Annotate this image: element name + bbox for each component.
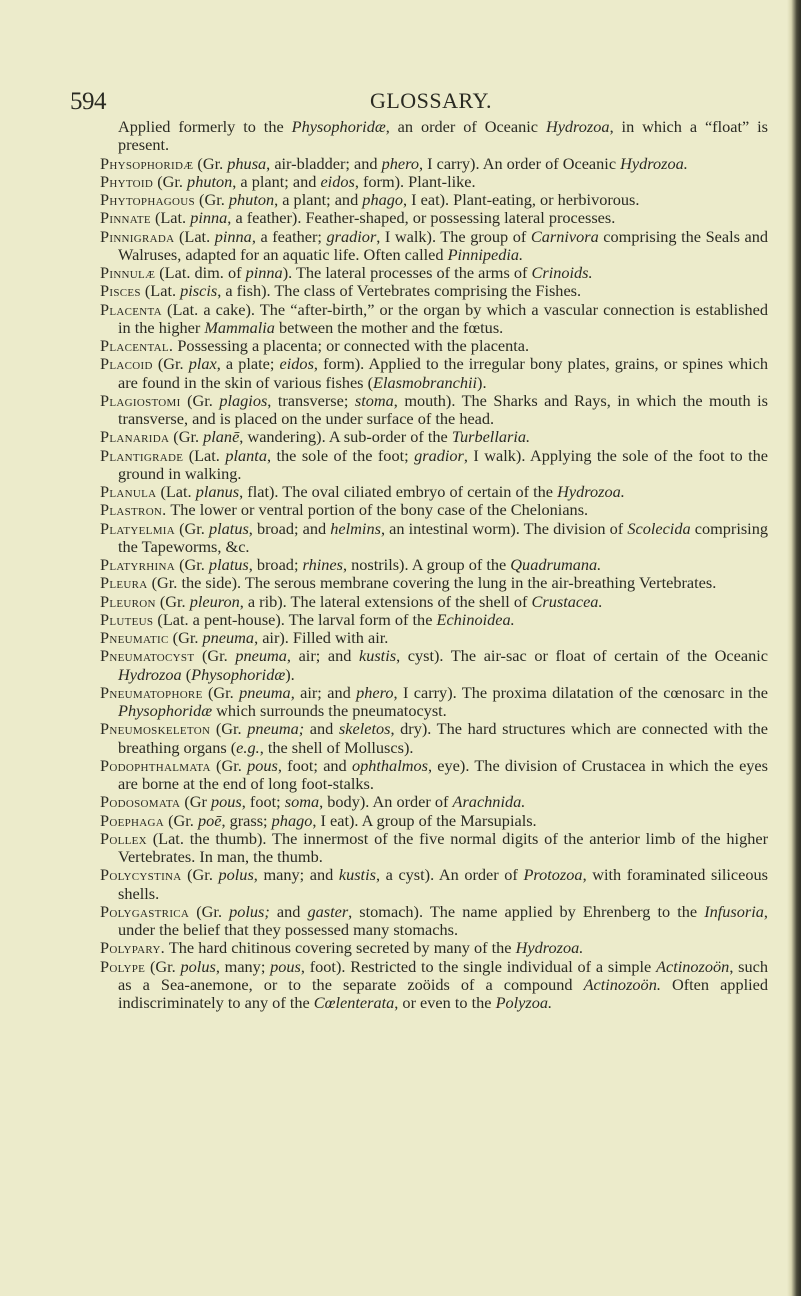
entry-italic-text: phago: [271, 810, 313, 830]
entry-text: (Gr.: [194, 190, 229, 209]
entry-italic-text: Arachnida.: [452, 792, 526, 812]
glossary-entry: [100, 173, 768, 191]
entry-italic-text: pleuron: [189, 591, 240, 611]
entry-text: , under the belief that they possessed many stomachs.: [118, 901, 768, 939]
entry-text: , air-bladder; and: [266, 153, 382, 173]
entry-term: Plastron.: [100, 500, 167, 520]
entry-italic-text: e.g.: [236, 737, 260, 757]
entry-italic-text: pinna: [190, 208, 228, 228]
entry-italic-text: Echinoidea.: [436, 609, 515, 629]
entry-italic-text: Turbellaria.: [451, 427, 531, 447]
entry-text: (Lat. a pent-house). The larval form of the: [153, 609, 437, 629]
entry-text: , with foraminated siliceous shells.: [118, 865, 768, 903]
entry-term: Pollex: [100, 828, 147, 848]
entry-italic-text: phuton: [228, 190, 275, 209]
entry-italic-text: Infusoria: [704, 901, 764, 921]
entry-italic-text: planta: [225, 445, 267, 465]
entry-text: , foot;: [241, 792, 285, 812]
entry-italic-text: Hydrozoa: [545, 117, 610, 136]
entry-text: , broad;: [248, 555, 303, 574]
entry-text: , I carry). The proxima dilatation of the cœnosarc in the: [393, 682, 768, 702]
page-edge-shadow: [787, 0, 801, 1296]
entry-italic-text: planē: [203, 427, 240, 447]
entry-text: (: [181, 664, 192, 684]
entry-text: , the shell of Molluscs).: [259, 737, 414, 757]
entry-term: Polycystina: [100, 865, 182, 885]
entry-text: (Lat. dim. of: [155, 263, 246, 282]
entry-text: (Gr.: [181, 865, 219, 885]
glossary-entry: [100, 118, 768, 155]
entry-text: Possessing a placenta; or connected with the placenta.: [173, 336, 530, 355]
entry-text: (Gr.: [210, 755, 248, 775]
glossary-entry: [100, 155, 768, 173]
entry-text: , a cyst). An order of: [375, 865, 524, 885]
entry-italic-text: Crinoids.: [531, 263, 593, 282]
entry-text: , air; and: [290, 682, 357, 702]
glossary-entry: [100, 483, 768, 501]
entry-italic-text: polus: [218, 865, 254, 885]
glossary-entry: [100, 903, 768, 940]
glossary-entry: [100, 501, 768, 519]
entry-text: , a feather;: [251, 226, 327, 246]
page-number: 594: [70, 88, 106, 115]
entry-italic-text: planus: [195, 482, 240, 501]
entry-italic-text: Actinozoön.: [583, 974, 661, 994]
entry-italic-text: phero: [356, 682, 394, 702]
entry-italic-text: soma: [284, 792, 320, 812]
entry-term: Plantigrade: [100, 445, 184, 465]
entry-italic-text: kustis: [358, 646, 397, 666]
entry-text: , form). Plant-like.: [354, 171, 476, 191]
entry-italic-text: eidos: [320, 171, 355, 191]
entry-term: Placoid: [100, 354, 153, 374]
entry-text: , dry). The hard structures which are connected with the breathing organs (: [118, 719, 768, 757]
entry-text: , I eat). A group of the Marsupials.: [312, 810, 537, 830]
entry-italic-text: poē: [197, 810, 222, 830]
glossary-entry: [100, 447, 768, 484]
entry-text: (Lat.: [156, 482, 196, 501]
entry-italic-text: stoma: [354, 390, 394, 410]
glossary-entry: [100, 428, 768, 446]
entry-term: Platyelmia: [100, 518, 175, 538]
entry-text: comprising the Tapeworms, &c.: [118, 518, 768, 556]
entry-text: , a rib). The lateral extensions of the shell of: [239, 591, 532, 611]
entry-text: , a feather). Feather-shaped, or possessing lateral processes.: [227, 208, 616, 228]
glossary-entry: [100, 392, 768, 429]
glossary-entry: [100, 720, 768, 757]
entry-text: , many;: [215, 956, 271, 976]
entry-italic-text: Polyzoa.: [495, 993, 553, 1012]
entry-term: Polygastrica: [100, 901, 190, 921]
entry-italic-text: Cœlenterata: [313, 993, 395, 1012]
entry-term: Phytophagous: [100, 190, 195, 209]
entry-text: (Gr.: [189, 901, 230, 921]
entry-italic-text: phago: [362, 190, 403, 209]
entry-text: , cyst). The air-sac or float of certain of the Oceanic: [396, 646, 768, 666]
glossary-entry: [100, 647, 768, 684]
entry-text: (Lat. a cake). The “after-birth,” or the organ by which a vascular connection is established in the higher: [118, 299, 768, 337]
entry-text: (Gr.: [152, 354, 189, 374]
entry-italic-text: phuton: [187, 171, 233, 191]
entry-text: ).: [477, 372, 487, 392]
glossary-entry: [100, 574, 768, 592]
entry-text: (Gr: [180, 792, 211, 812]
glossary-entry: [100, 355, 768, 392]
entry-text: Often applied indiscriminately to any of the: [118, 974, 768, 1012]
entry-italic-text: plax: [188, 354, 217, 374]
entry-term: Placenta: [100, 299, 162, 319]
entry-term: Pleura: [100, 573, 148, 593]
entry-italic-text: Pinnipedia.: [447, 244, 524, 264]
entry-text: (Lat.: [183, 445, 226, 465]
entry-text: , I walk). The group of: [376, 226, 531, 246]
entry-term: Physophoridæ: [100, 153, 194, 173]
entry-italic-text: Hydrozoa.: [620, 153, 688, 173]
glossary-entry: [100, 264, 768, 282]
entry-italic-text: polus: [180, 956, 216, 976]
entry-italic-text: gradior: [414, 445, 464, 465]
entry-text: , mouth). The Sharks and Rays, in which the mouth is transverse, and is placed on the under surface of the head.: [118, 390, 769, 428]
glossary-entry: [100, 520, 768, 557]
entry-term: Podophthalmata: [100, 755, 211, 775]
glossary-entry: [100, 593, 768, 611]
entry-italic-text: pous: [270, 956, 301, 976]
entry-text: , a fish). The class of Vertebrates comprising the Fishes.: [217, 281, 582, 301]
entry-italic-text: pous: [247, 755, 278, 775]
entry-text: , I eat). Plant-eating, or herbivorous.: [403, 190, 640, 209]
glossary-entry: [100, 793, 768, 811]
glossary-entry: [100, 301, 768, 338]
entry-text: (Lat.: [140, 281, 181, 301]
entry-text: between the mother and the fœtus.: [274, 317, 504, 337]
entry-text: (Gr.: [210, 719, 248, 739]
entry-italic-text: kustis: [338, 865, 376, 885]
entry-italic-text: pneuma: [235, 646, 287, 666]
entry-italic-text: phusa: [227, 153, 267, 173]
entry-text: , transverse;: [267, 390, 355, 410]
entry-text: , many; and: [253, 865, 339, 885]
entry-italic-text: Hydrozoa.: [515, 938, 584, 958]
entry-term: Pisces: [100, 281, 141, 301]
entry-term: Placental.: [100, 336, 174, 355]
entry-text: (Gr.: [193, 153, 228, 173]
entry-text: , an order of Oceanic: [385, 117, 546, 136]
entry-term: Platyrhina: [100, 555, 175, 574]
glossary-entry: [100, 757, 768, 794]
entry-italic-text: pneuma: [202, 628, 255, 647]
entry-italic-text: platus: [208, 518, 249, 538]
entry-text: , air; and: [286, 646, 359, 666]
entry-text: which surrounds the pneumatocyst.: [212, 701, 447, 720]
entry-italic-text: rhines: [302, 555, 343, 574]
entry-text: , a plant; and: [232, 171, 321, 191]
glossary-entry: [100, 830, 768, 867]
entry-text: ). The lateral processes of the arms of: [282, 263, 532, 282]
glossary-entry: [100, 228, 768, 265]
entry-text: ).: [285, 664, 295, 684]
running-head: GLOSSARY.: [369, 88, 493, 113]
entry-text: (Gr. the side). The serous membrane covering the lung in the air-breathing Vertebrates.: [147, 573, 717, 593]
entry-text: , body). An order of: [319, 792, 453, 812]
entry-text: , flat). The oval ciliated embryo of certain of the: [239, 482, 558, 501]
entry-text: (Gr.: [169, 427, 204, 447]
entry-term: Pneumatocyst: [100, 646, 195, 666]
entry-term: Poephaga: [100, 810, 165, 830]
entry-text: The hard chitinous covering secreted by many of the: [165, 938, 516, 958]
glossary-entry: [100, 337, 768, 355]
entry-text: , a plate;: [216, 354, 280, 374]
entry-italic-text: helmins: [330, 518, 381, 538]
entry-text: , the sole of the foot;: [266, 445, 415, 465]
entry-italic-text: Protozoa: [523, 865, 583, 885]
glossary-entry: [100, 684, 768, 721]
entry-italic-text: Physophoridæ: [291, 117, 386, 136]
entry-term: Planula: [100, 482, 157, 501]
entry-text: , air). Filled with air.: [254, 628, 389, 647]
entry-italic-text: Physophoridæ: [191, 664, 286, 684]
entry-italic-text: Quadrumana.: [510, 555, 602, 574]
entry-italic-text: pinna: [245, 263, 283, 282]
entry-term: Podosomata: [100, 792, 181, 812]
entry-italic-text: pinna: [214, 226, 252, 246]
entry-italic-text: Mammalia: [204, 317, 275, 337]
entry-italic-text: Elasmobranchii: [373, 372, 478, 392]
entry-term: Pneumatophore: [100, 682, 203, 702]
entry-italic-text: plagios: [219, 390, 268, 410]
entry-italic-text: Hydrozoa: [118, 664, 182, 684]
entry-italic-text: Crustacea.: [531, 591, 603, 611]
entry-italic-text: polus;: [229, 901, 270, 921]
glossary-body: [100, 118, 768, 1012]
entry-term: Pinnigrada: [100, 226, 175, 246]
entry-italic-text: gaster: [307, 901, 349, 921]
entry-text: (Gr.: [175, 555, 209, 574]
entry-italic-text: eidos: [279, 354, 314, 374]
entry-text: (Gr.: [194, 646, 236, 666]
entry-text: (Lat.: [150, 208, 191, 228]
entry-text: , such as a Sea-anemone, or to the separate zoöids of a compound: [118, 956, 769, 994]
entry-text: and: [304, 719, 339, 739]
entry-text: (Lat. the thumb). The innermost of the five normal digits of the anterior limb of the higher Vertebrates. In man, the thumb.: [118, 828, 768, 866]
entry-text: , nostrils). A group of the: [342, 555, 511, 574]
entry-italic-text: gradior: [326, 226, 377, 246]
entry-text: , foot). Restricted to the single individual of a simple: [300, 956, 657, 976]
entry-term: Pleuron: [100, 591, 156, 611]
glossary-entry: [100, 556, 768, 574]
glossary-entry: [100, 282, 768, 300]
entry-term: Pneumatic: [100, 628, 169, 647]
entry-text: (Gr.: [180, 390, 220, 410]
entry-text: , in which a “float” is present.: [118, 117, 769, 155]
entry-term: Polype: [100, 956, 146, 976]
entry-text: , foot; and: [277, 755, 352, 775]
entry-text: , eye). The division of Crustacea in which the eyes are borne at the end of long foot-stalks.: [118, 755, 768, 793]
glossary-entry: [100, 209, 768, 227]
entry-text: comprising the Seals and Walruses, adapted for an aquatic life. Often called: [118, 226, 769, 264]
glossary-entry: [100, 958, 768, 1013]
entry-text: , stomach). The name applied by Ehrenberg to the: [348, 901, 705, 921]
entry-text: (Lat.: [174, 226, 215, 246]
entry-italic-text: phero: [381, 153, 419, 173]
entry-term: Phytoid: [100, 171, 154, 191]
entry-italic-text: pous: [211, 792, 242, 812]
entry-text: (Gr.: [145, 956, 181, 976]
entry-text: , broad; and: [248, 518, 331, 538]
entry-term: Pneumoskeleton: [100, 719, 211, 739]
entry-text: , form). Applied to the irregular bony plates, grains, or spines which are found in the skin of various fishes (: [118, 354, 769, 392]
entry-text: (Gr.: [202, 682, 240, 702]
entry-italic-text: Actinozoön: [656, 956, 730, 976]
entry-text: (Gr.: [164, 810, 198, 830]
glossary-entry: [100, 191, 768, 209]
entry-text: , an intestinal worm). The division of: [380, 518, 628, 538]
entry-term: Polypary.: [100, 938, 166, 958]
entry-italic-text: Hydrozoa.: [557, 482, 625, 501]
glossary-entry: [100, 629, 768, 647]
entry-term: Plagiostomi: [100, 390, 181, 410]
entry-text: Applied formerly to the: [118, 117, 292, 136]
entry-text: (Gr.: [175, 518, 209, 538]
entry-italic-text: Scolecida: [627, 518, 691, 538]
entry-text: , I carry). An order of Oceanic: [418, 153, 621, 173]
entry-italic-text: Carnivora: [530, 226, 599, 246]
entry-text: , or even to the: [394, 993, 496, 1012]
entry-text: , I walk). Applying the sole of the foot to the ground in walking.: [118, 445, 769, 483]
entry-text: (Gr.: [153, 171, 188, 191]
glossary-entry: [100, 939, 768, 957]
entry-italic-text: Physophoridæ: [118, 701, 213, 720]
entry-term: Planarida: [100, 427, 170, 447]
entry-italic-text: skeletos: [338, 719, 391, 739]
entry-text: , a plant; and: [274, 190, 363, 209]
entry-italic-text: piscis: [180, 281, 218, 301]
entry-italic-text: pneuma: [239, 682, 291, 702]
entry-term: Pinnulæ: [100, 263, 156, 282]
entry-text: and: [269, 901, 308, 921]
glossary-entry: [100, 866, 768, 903]
entry-italic-text: pneuma;: [247, 719, 305, 739]
glossary-entry: [100, 812, 768, 830]
entry-text: (Gr.: [168, 628, 203, 647]
entry-term: Pluteus: [100, 609, 154, 629]
glossary-entry: [100, 611, 768, 629]
entry-text: The lower or ventral portion of the bony case of the Chelonians.: [166, 500, 589, 520]
entry-text: , grass;: [221, 810, 272, 830]
entry-text: , wandering). A sub-order of the: [239, 427, 452, 447]
entry-term: Pinnate: [100, 208, 151, 228]
entry-italic-text: ophthalmos: [351, 755, 428, 775]
entry-text: (Gr.: [155, 591, 190, 611]
entry-italic-text: platus: [208, 555, 249, 574]
